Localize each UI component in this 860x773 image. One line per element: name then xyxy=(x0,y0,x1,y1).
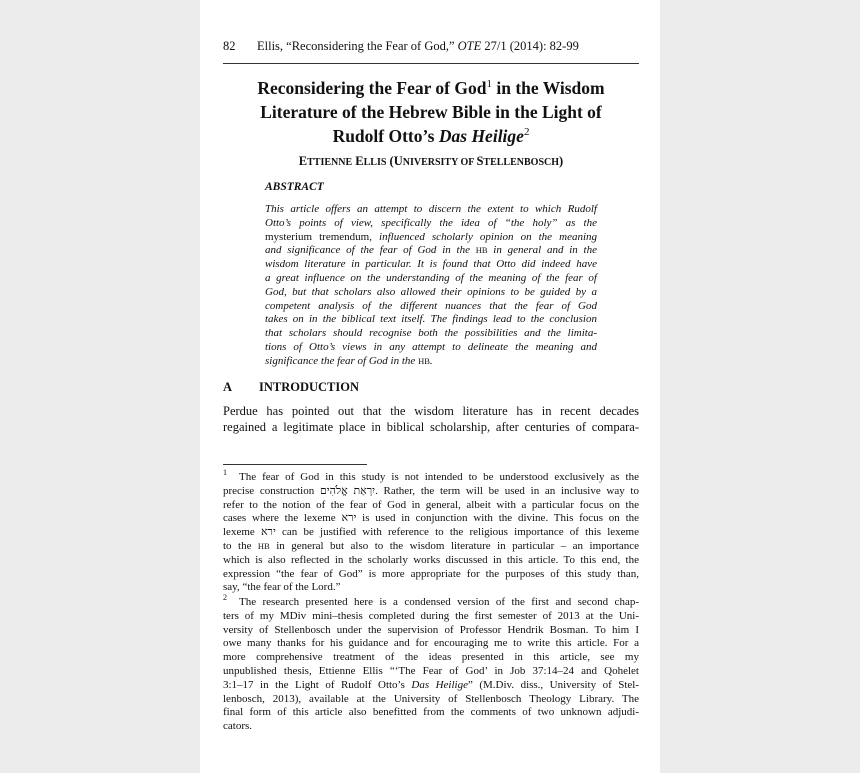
footnote-line: unpublished thesis, Ettienne Ellis “‘The Fear of God’ in Job 37:14–24 and Qohelet xyxy=(223,664,639,677)
footnote-line: to the HB in general but also to the wisdom literature in particular – an importance xyxy=(223,539,639,552)
hebrew-text: ירא xyxy=(341,512,357,525)
abstract-heading: ABSTRACT xyxy=(265,181,324,193)
footnote-line: expression “the fear of God” is more appropriate for the purposes of this study than, xyxy=(223,567,639,580)
abstract-line: mysterium tremendum, influenced scholarly opinion on the meaning xyxy=(265,230,598,243)
footnote-line: precise construction יִרְאַת אֱלֹהִים. Rather, the term will be used in an inclusive way to xyxy=(223,484,639,497)
running-head-before: Ellis, “Reconsidering the Fear of God,” xyxy=(257,39,458,53)
header-rule xyxy=(223,63,639,64)
abstract-line: significance the fear of God in the HB. xyxy=(265,354,433,367)
running-head-after: 27/1 (2014): 82-99 xyxy=(481,39,579,53)
footnote-line: 1 The fear of God in this study is not intended to be understood exclusively as the xyxy=(223,468,639,483)
body-line: regained a legitimate place in biblical scholarship, after centuries of compara- xyxy=(223,419,639,434)
footnote-line: cators. xyxy=(223,720,253,733)
section-label: A xyxy=(223,380,233,394)
body-text xyxy=(223,404,639,435)
footnote-line: owe many thanks for his guidance and for encouraging me to write this article. For a xyxy=(223,637,639,650)
abstract-line: competent analysis of the different nuances that the fear of God xyxy=(265,299,597,312)
footnote-line: which is also reflected in the scholarly works discussed in this article. To this end, the xyxy=(223,553,639,566)
abstract-line: that scholars should recognise both the possibilities and the limita- xyxy=(265,327,597,340)
footnote-line: 3:1–17 in the Light of Rudolf Otto’s Das Heilige” (M.Div. diss., University of Stel- xyxy=(223,678,640,691)
footnote-1 xyxy=(223,468,640,595)
page-number: 82 xyxy=(223,39,236,53)
title-text: in the Wisdom xyxy=(491,78,605,98)
footnote-ref-2[interactable]: 2 xyxy=(523,126,530,139)
hebrew-text: ירא xyxy=(260,526,276,539)
footnote-line: cases where the lexeme ירא is used in conjunction with the divine. This focus on the xyxy=(223,512,640,525)
running-head-journal: OTE xyxy=(457,39,482,53)
article-title xyxy=(223,76,639,148)
footnote-line: 2 The research presented here is a condensed version of the first and second chap- xyxy=(223,593,639,608)
author-line: ETTIENNE ELLIS (UNIVERSITY OF STELLENBOSCH) xyxy=(298,154,564,168)
footnote-line: lexeme ירא can be justified with reference to the religious importance of this lexeme xyxy=(223,526,639,539)
title-line-1 xyxy=(223,76,639,100)
title-italic: Das Heilige xyxy=(438,126,524,146)
footnote-line: more comprehensive treatment of the ideas presented in this article, see my xyxy=(223,651,639,664)
abstract-line: wisdom literature in particular. It is found that Otto did indeed have xyxy=(265,258,597,271)
title-line-3 xyxy=(223,124,639,148)
footnote-ref-1[interactable]: 1 xyxy=(486,78,492,91)
footnote-line: final form of this article also benefitted from the comments of two unknown adjudi- xyxy=(223,706,639,719)
footnote-line: say, “the fear of the Lord.” xyxy=(223,581,341,594)
abstract-text xyxy=(265,203,597,369)
title-line-2: Literature of the Hebrew Bible in the Light of xyxy=(260,102,602,122)
title-text: Rudolf Otto’s xyxy=(332,126,439,146)
abstract-line: and significance of the fear of God in the HB in general and in the xyxy=(265,244,597,257)
abstract-line: Otto’s points of view, specifically the idea of “the holy” as the xyxy=(265,216,597,229)
footnote-line: versity of Stellenbosch under the supervision of Professor Hendrik Bosman. To him I xyxy=(223,623,639,636)
section-title: INTRODUCTION xyxy=(259,380,360,394)
abstract-line: tions of Otto’s views in any attempt to delineate the meaning and xyxy=(265,340,597,353)
hebrew-text: יִרְאַת אֱלֹהִים xyxy=(319,484,376,497)
footnote-line: ters of my MDiv mini–thesis completed during the first semester of 2013 at the Uni- xyxy=(223,609,639,622)
footnote-rule xyxy=(223,464,367,465)
footnote-line: lenbosch, 2013), available at the University of Stellenbosch Theology Library. The xyxy=(223,692,639,705)
running-header xyxy=(223,38,639,54)
section-heading xyxy=(223,379,639,395)
abstract-line: a great influence on the understanding of the meaning of the fear of xyxy=(265,271,597,284)
body-line: Perdue has pointed out that the wisdom literature has in recent decades xyxy=(223,404,639,418)
abstract-line: takes on in the biblical text itself. The findings lead to the conclusion xyxy=(265,313,597,326)
footnote-2 xyxy=(223,593,640,734)
title-text: Reconsidering the Fear of God xyxy=(257,78,487,98)
abstract-line: God, but that scholars also allowed their opinions to be guided by a xyxy=(265,285,597,298)
footnote-line: refer to the notion of the fear of God in general, albeit with a particular focus on the xyxy=(223,498,639,511)
abstract-line: This article offers an attempt to discern the extent to which Rudolf xyxy=(265,203,597,215)
